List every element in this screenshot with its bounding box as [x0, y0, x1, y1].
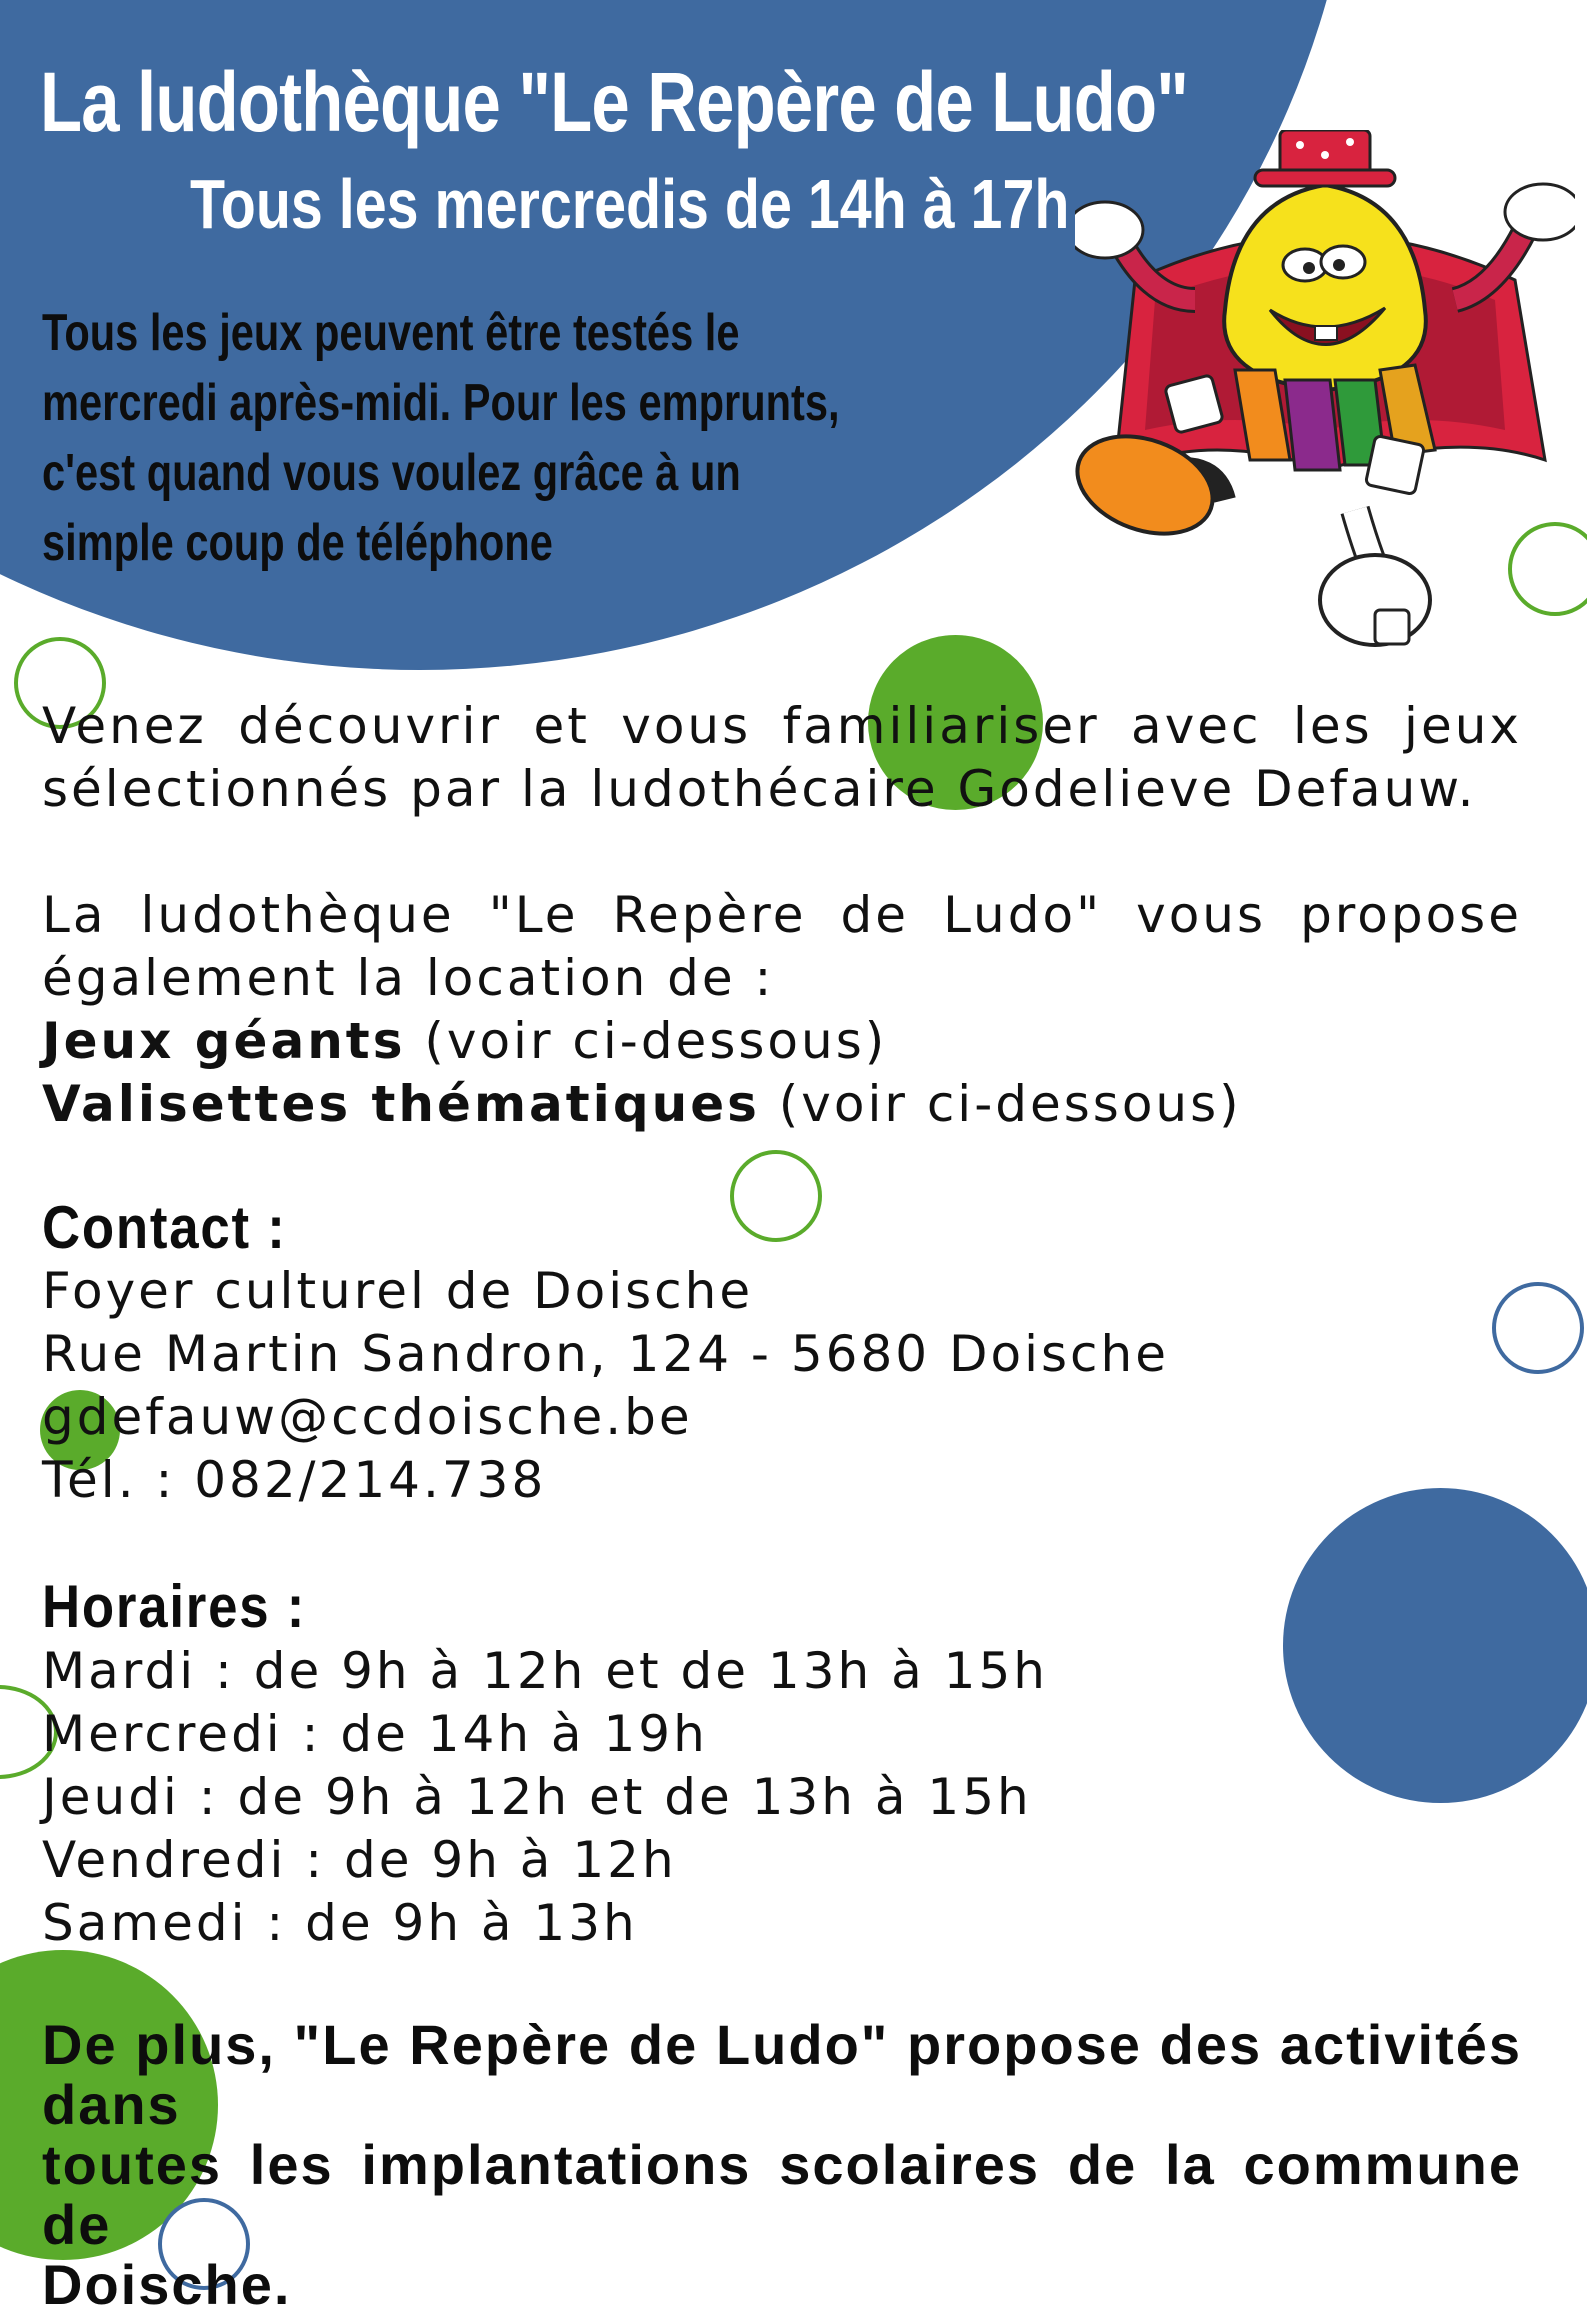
intro-line: c'est quand vous voulez grâce à un [42, 444, 741, 502]
hours-block [42, 1640, 1522, 1955]
intro-line: simple coup de téléphone [42, 514, 553, 572]
rental-item [42, 1073, 1522, 1136]
rental-item-note: (voir ci-dessous) [759, 1075, 1242, 1133]
hours-line: Mardi : de 9h à 12h et de 13h à 15h [42, 1642, 1048, 1700]
contact-block [42, 1260, 1522, 1512]
intro-line: Tous les jeux peuvent être testés le [42, 304, 740, 362]
contact-line: Rue Martin Sandron, 124 - 5680 Doische [42, 1325, 1169, 1383]
intro-line: mercredi après-midi. Pour les emprunts, [42, 374, 840, 432]
discover-line: sélectionnés par la ludothécaire Godelieve Defauw. [42, 760, 1477, 818]
hours-line: Jeudi : de 9h à 12h et de 13h à 15h [42, 1768, 1032, 1826]
footer-paragraph [42, 2015, 1522, 2315]
hours-heading: Horaires : [42, 1573, 307, 1640]
contact-phone: Tél. : 082/214.738 [42, 1451, 547, 1509]
intro-paragraph [42, 298, 840, 578]
contact-line: Foyer culturel de Doische [42, 1262, 754, 1320]
footer-line: toutes les implantations scolaires de la commune de [42, 2133, 1522, 2256]
page-subtitle: Tous les mercredis de 14h à 17h [190, 165, 1070, 243]
footer-line: Doische. [42, 2253, 292, 2316]
rental-paragraph [42, 884, 1522, 1136]
rental-item [42, 1010, 1522, 1073]
page-title: La ludothèque "Le Repère de Ludo" [40, 55, 1189, 149]
footer-line: De plus, "Le Repère de Ludo" propose des activités dans [42, 2013, 1522, 2136]
rental-item-note: (voir ci-dessous) [405, 1012, 888, 1070]
contact-heading: Contact : [42, 1194, 287, 1261]
discover-line: Venez découvrir et vous familiariser avec les jeux [42, 697, 1522, 755]
decor-ring-green [730, 1150, 822, 1242]
hours-line: Mercredi : de 14h à 19h [42, 1705, 708, 1763]
rental-line: La ludothèque "Le Repère de Ludo" vous propose [42, 886, 1522, 944]
rental-item-name: Valisettes thématiques [42, 1075, 760, 1133]
rental-item-name: Jeux géants [42, 1012, 406, 1070]
rental-line: également la location de : [42, 949, 775, 1007]
discover-paragraph [42, 695, 1522, 821]
hours-line: Samedi : de 9h à 13h [42, 1894, 638, 1952]
jester-mascot-icon [1075, 130, 1575, 670]
hours-line: Vendredi : de 9h à 12h [42, 1831, 677, 1889]
contact-email: gdefauw@ccdoische.be [42, 1388, 693, 1446]
